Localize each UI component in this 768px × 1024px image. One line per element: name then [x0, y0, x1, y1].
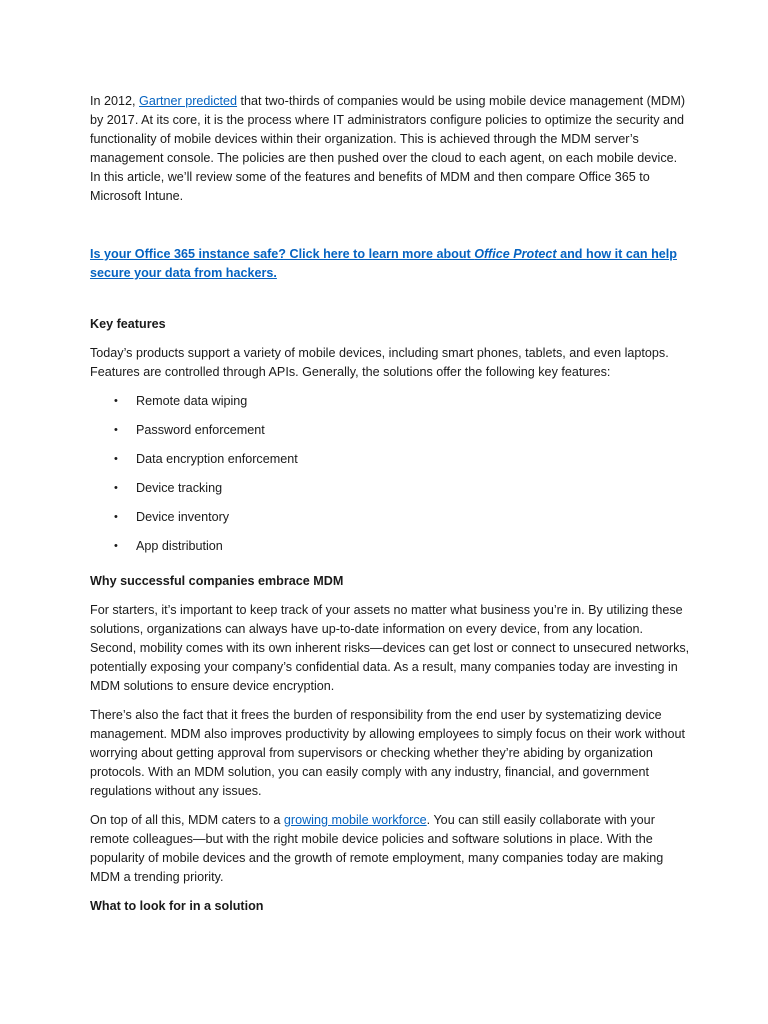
key-features-list	[90, 392, 690, 566]
bullet-icon: •	[114, 453, 118, 465]
bullet-icon: •	[114, 540, 118, 552]
intro-paragraph	[90, 92, 690, 206]
key-features-intro: Today’s products support a variety of mobile devices, including smart phones, tablets, and even laptops. Features are controlled through APIs. Generally, the solutions offer the following key features:	[90, 346, 669, 379]
bullet-icon: •	[114, 482, 118, 494]
why-heading: Why successful companies embrace MDM	[90, 574, 344, 588]
key-features-heading: Key features	[90, 317, 166, 331]
intro-text-rest: that two-thirds of companies would be using mobile device management (MDM) by 2017. At its core, it is the process where IT administrators configure policies to optimize the security and functionality of mobile devices within their organization. This is achieved through the MDM server’s management console. The policies are then pushed over the cloud to each agent, on each mobile device. In this article, we’ll review some of the features and benefits of MDM and then compare Office 365 to Microsoft Intune.	[90, 94, 686, 203]
cta-link-text-end[interactable]: and how it can help secure your data from hackers.	[90, 247, 677, 280]
cta-product-name[interactable]: Office Protect	[474, 247, 557, 261]
para3-text-start: On top of all this, MDM caters to a	[90, 813, 284, 827]
bullet-icon: •	[114, 424, 118, 436]
list-item-label: Device inventory	[136, 510, 230, 524]
document-page	[90, 92, 690, 926]
intro-text-start: In 2012,	[90, 94, 140, 108]
why-paragraph-3	[90, 811, 690, 887]
cta-link-text[interactable]: Is your Office 365 instance safe? Click here to learn more about	[90, 247, 475, 261]
list-item	[90, 421, 690, 450]
list-item	[90, 479, 690, 508]
why-paragraph-1: For starters, it’s important to keep track of your assets no matter what business you’re in. By utilizing these solutions, organizations can always have up-to-date information on every device, from any location. Second, mobility comes with its own inherent risks—devices can get lost or connect to unsecured networks, potentially exposing your company’s confidential data. As a result, many companies today are investing in MDM solutions to ensure device encryption.	[90, 603, 690, 693]
list-item-label: Password enforcement	[136, 423, 265, 437]
what-heading: What to look for in a solution	[90, 899, 264, 913]
gartner-link[interactable]: Gartner predicted	[139, 94, 238, 108]
why-paragraph-2: There’s also the fact that it frees the burden of responsibility from the end user by systematizing device management. MDM also improves productivity by allowing employees to simply focus on their work without worrying about getting approval from supervisors or checking whether they’re abiding by organization protocols. With an MDM solution, you can easily comply with any industry, financial, and government regulations without any issues.	[90, 708, 685, 798]
office-protect-cta[interactable]	[90, 245, 690, 283]
list-item-label: Remote data wiping	[136, 394, 248, 408]
list-item	[90, 392, 690, 421]
list-item	[90, 508, 690, 537]
bullet-icon: •	[114, 395, 118, 407]
bullet-icon: •	[114, 511, 118, 523]
growing-workforce-link[interactable]: growing mobile workforce	[283, 813, 427, 827]
list-item-label: Data encryption enforcement	[136, 452, 298, 466]
list-item-label: Device tracking	[136, 481, 223, 495]
para3-text-rest: . You can still easily collaborate with your remote colleagues—but with the right mobile device policies and software solutions in place. With the popularity of mobile devices and the growth of remote employment, many companies today are making MDM a trending priority.	[90, 813, 664, 884]
list-item-label: App distribution	[136, 539, 223, 553]
list-item	[90, 450, 690, 479]
list-item	[90, 537, 690, 566]
